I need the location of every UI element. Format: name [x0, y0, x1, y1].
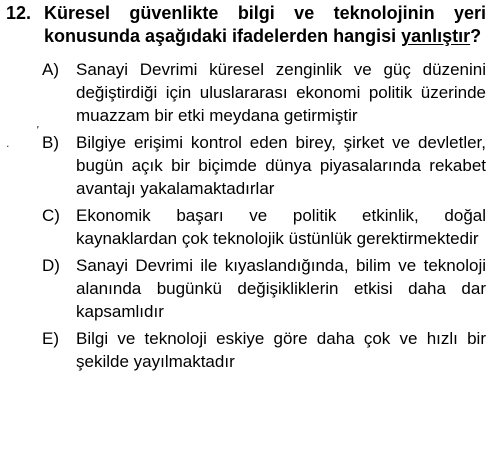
question-negative-word: yanlıştır	[401, 26, 471, 46]
option-d[interactable]	[42, 254, 486, 323]
option-letter: A)	[42, 60, 59, 79]
option-e[interactable]	[42, 327, 486, 373]
option-text: Sanayi Devrimi küresel zenginlik ve güç düzenini değiştirdiği için uluslararası ekonomi politik üzerinde muazzam bir etki meydana getirmiştir	[76, 60, 486, 125]
option-c[interactable]	[42, 204, 486, 250]
answer-options	[6, 58, 486, 373]
question-header	[6, 2, 486, 48]
option-text: Ekonomik başarı ve politik etkinlik, doğal kaynaklardan çok teknolojik üstünlük gerektirmektedir	[76, 206, 486, 248]
question-number: 12.	[6, 3, 32, 23]
question-mark: ?	[470, 26, 482, 46]
option-text: Bilgiye erişimi kontrol eden birey, şirket ve devletler, bugün açık bir biçimde dünya piyasalarında rekabet avantajı yakalamaktadırlar	[76, 133, 486, 198]
option-letter: D)	[42, 256, 60, 275]
question-stem	[44, 2, 486, 48]
question-block	[6, 2, 486, 377]
option-letter: E)	[42, 329, 59, 348]
option-text: Bilgi ve teknoloji eskiye göre daha çok ve hızlı bir şekilde yayılmaktadır	[76, 329, 486, 371]
scan-mark: ·	[6, 140, 10, 153]
option-text: Sanayi Devrimi ile kıyaslandığında, bilim ve teknoloji alanında bugünkü değişikliklerin etkisi daha dar kapsamlıdır	[76, 256, 486, 321]
option-letter: C)	[42, 206, 60, 225]
scan-mark: ʼ	[36, 124, 40, 137]
option-letter: B)	[42, 133, 59, 152]
question-stem-text: Küresel güvenlikte bilgi ve teknolojinin yeri konusunda aşağıdaki ifadelerden hangisi	[44, 3, 486, 46]
option-a[interactable]	[42, 58, 486, 127]
option-b[interactable]	[42, 131, 486, 200]
